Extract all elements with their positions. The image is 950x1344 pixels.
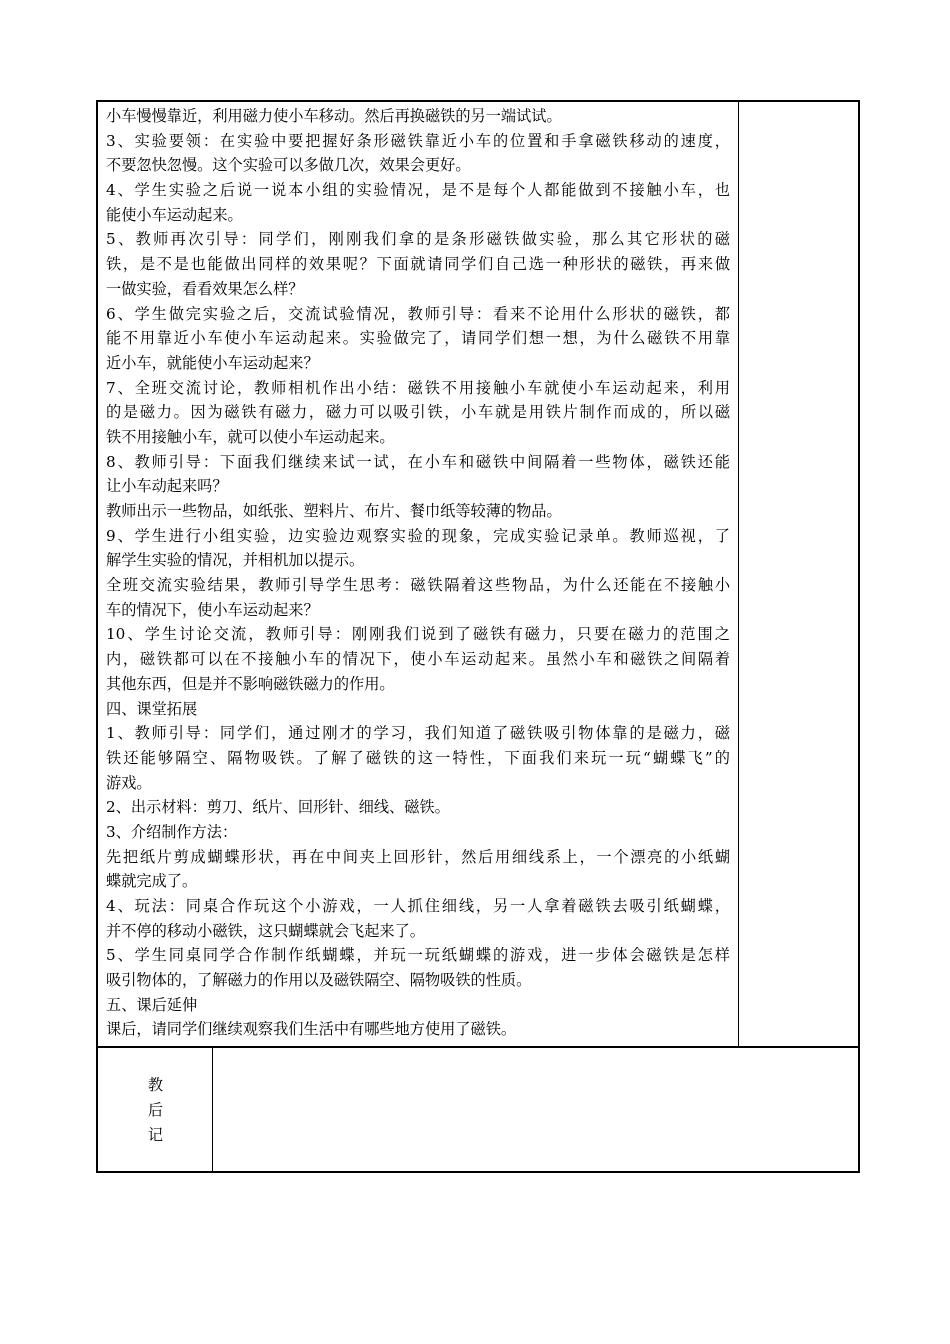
content-line: 游戏。 (106, 773, 152, 792)
content-line: 不要忽快忽慢。这个实验可以多做几次，效果会更好。 (106, 156, 471, 175)
reflection-label (98, 1073, 213, 1148)
reflection-label-cell (98, 1048, 213, 1171)
content-line: 3、介绍制作方法： (106, 822, 238, 841)
lesson-content-cell (98, 102, 739, 1048)
content-line: 2、出示材料：剪刀、纸片、回形针、细线、磁铁。 (106, 798, 450, 817)
lesson-plan-table (96, 100, 860, 1048)
content-line: 课后，请同学们继续观察我们生活中有哪些地方使用了磁铁。 (106, 1020, 517, 1039)
content-line: 蝶就完成了。 (106, 872, 198, 891)
content-line: 5、教师再次引导：同学们，刚刚我们拿的是条形磁铁做实验，那么其它形状的磁 (106, 230, 730, 249)
notes-column-cell (739, 102, 858, 1048)
content-line: 8、教师引导：下面我们继续来试一试，在小车和磁铁中间隔着一些物体，磁铁还能 (106, 452, 730, 471)
content-line: 铁不用接触小车，就可以使小车运动起来。 (106, 427, 395, 446)
content-line: 能不用靠近小车使小车运动起来。实验做完了，请同学们想一想，为什么磁铁不用靠 (106, 329, 730, 348)
content-line: 全班交流实验结果，教师引导学生思考：磁铁隔着这些物品，为什么还能在不接触小 (106, 576, 730, 595)
content-line: 的是磁力。因为磁铁有磁力，磁力可以吸引铁，小车就是用铁片制作而成的，所以磁 (106, 403, 730, 422)
reflection-table (96, 1047, 860, 1173)
content-line: 吸引物体的，了解磁力的作用以及磁铁隔空、隔物吸铁的性质。 (106, 971, 532, 990)
reflection-content-cell (213, 1048, 858, 1171)
content-line: 解学生实验的情况，并相机加以提示。 (106, 551, 365, 570)
content-line: 4、玩法：同桌合作玩这个小游戏，一人抓住细线，另一人拿着磁铁去吸引纸蝴蝶， (106, 897, 730, 915)
content-line: 车的情况下，使小车运动起来？ (106, 600, 319, 619)
content-line: 先把纸片剪成蝴蝶形状，再在中间夹上回形针，然后用细线系上，一个漂亮的小纸蝴 (106, 847, 730, 866)
content-line: 一做实验，看看效果怎么样？ (106, 279, 304, 298)
content-line: 小车慢慢靠近，利用磁力使小车移动。然后再换磁铁的另一端试试。 (106, 107, 562, 125)
content-line: 1、教师引导：同学们，通过刚才的学习，我们知道了磁铁吸引物体靠的是磁力，磁 (106, 724, 730, 743)
content-line: 近小车，就能使小车运动起来？ (106, 353, 319, 372)
content-line: 铁还能够隔空、隔物吸铁。了解了磁铁的这一特性，下面我们来玩一玩“蝴蝶飞”的 (106, 748, 730, 767)
reflection-label-char: 后 (147, 1101, 164, 1119)
reflection-label-char: 记 (147, 1126, 164, 1144)
content-line: 9、学生进行小组实验，边实验边观察实验的现象，完成实验记录单。教师巡视，了 (106, 526, 730, 545)
content-line: 四、课堂拓展 (106, 699, 198, 718)
content-line: 教师出示一些物品，如纸张、塑料片、布片、餐巾纸等较薄的物品。 (106, 502, 562, 520)
content-line: 铁，是不是也能做出同样的效果呢？下面就请同学们自己选一种形状的磁铁，再来做 (106, 255, 730, 274)
content-line: 3、实验要领：在实验中要把握好条形磁铁靠近小车的位置和手拿磁铁移动的速度， (106, 131, 730, 150)
content-line: 其他东西，但是并不影响磁铁磁力的作用。 (106, 674, 395, 693)
content-line: 10、学生讨论交流，教师引导：刚刚我们说到了磁铁有磁力，只要在磁力的范围之 (106, 625, 730, 644)
content-line: 能使小车运动起来。 (106, 205, 243, 224)
content-line: 并不停的移动小磁铁，这只蝴蝶就会飞起来了。 (106, 921, 425, 940)
content-line: 五、课后延伸 (106, 995, 198, 1014)
content-line: 4、学生实验之后说一说本小组的实验情况，是不是每个人都能做到不接触小车，也 (106, 181, 730, 200)
content-line: 5、学生同桌同学合作制作纸蝴蝶，并玩一玩纸蝴蝶的游戏，进一步体会磁铁是怎样 (106, 946, 730, 965)
reflection-label-char: 教 (147, 1076, 164, 1094)
content-line: 6、学生做完实验之后，交流试验情况，教师引导：看来不论用什么形状的磁铁，都 (106, 304, 730, 323)
content-line: 让小车动起来吗？ (106, 477, 228, 496)
content-line: 7、全班交流讨论，教师相机作出小结：磁铁不用接触小车就使小车运动起来，利用 (106, 378, 730, 397)
content-line: 内，磁铁都可以在不接触小车的情况下，使小车运动起来。虽然小车和磁铁之间隔着 (106, 650, 730, 669)
